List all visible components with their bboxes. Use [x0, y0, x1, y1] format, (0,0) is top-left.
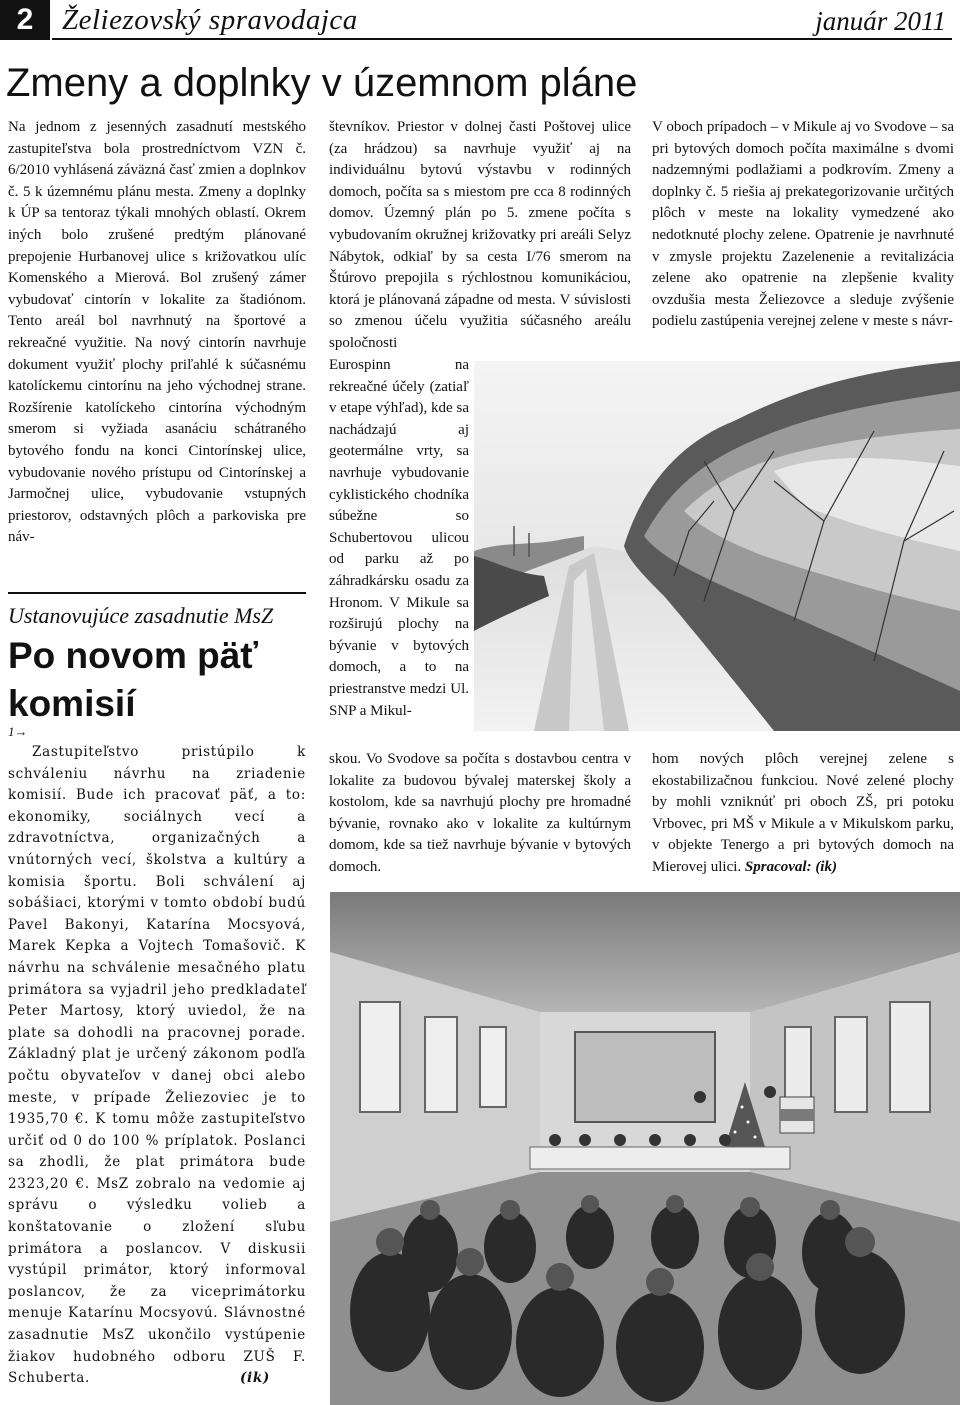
- article-column-3-top: V oboch prípadoch – v Mikule aj vo Svodove – sa pri bytových domoch počíta maximálne s dvomi nadzemnými podlažiami a podkrovím. Zmeny a doplnky č. 5 riešia aj prekategorizovanie určitých plôch v meste na lokality vymedzené ako nedotknuté plochy zelene. Opatrenie je navrhnuté v zmysle projektu Zazelenenie a revitalizácia zelene ako opatrenie na zlepšenie kvality ovzdušia mesta Želiezovce a sleduje zvýšenie podielu zastúpenia verejnej zelene v meste s návr-: [652, 119, 954, 330]
- article-byline: Spracoval: (ik): [744, 858, 837, 875]
- article-column-2-top: števníkov. Priestor v dolnej časti Poštovej ulice (za hrádzou) sa navrhuje využiť aj na individuálnu bytovú výstavbu v rodinných domoch, počíta sa s miestom pre cca 8 rodinných domov. Územný plán po 5. zmene počíta s vybudovaním okružnej križovatky pri areáli Selyz Nábytok, odkiaľ by sa cesta I/76 smerom na Štúrovo prepojila s rýchlostnou komunikáciou, ktorá je plánovaná západne od mesta. V súvislosti so zmenou účelu využitia súčasného areálu spoločnosti: [329, 119, 631, 351]
- article-column-1: Na jednom z jesenných zasadnutí mestského zastupiteľstva bola prostredníctvom VZN č. 6/2010 vyhlásená záväzná časť zmien a doplnkov č. 5 k územnému plánu mesta. Zmeny a doplnky k ÚP sa tentoraz týkali mnohých oblastí. Okrem iných bolo zrušené predtým plánované prepojenie Hurbanovej ulice s križovatkou ulíc Komenského a Mierová. Bol zrušený zámer vybudovať cintorín v lokalite za štadiónom. Tento areál bol navrhnutý na športové a rekreačné využitie. Na nový cintorín navrhuje dokument využiť plochy priľahlé k súčasnému katolíckemu cintorínu na jeho východnej strane. Rozšírenie katolíckeho cintorína východným smerom si vyžiada asanáciu schátraného bytového fondu na konci Cintorínskej ulice, vybudovanie nového prístupu od Cintorínskej a Jarmočnej ulice, vybudovanie vstupných priestorov, odstavných plôch a parkoviska pre náv-: [8, 119, 306, 546]
- article-2-body: [8, 742, 306, 1390]
- issue-date: január 2011: [815, 6, 946, 36]
- masthead: [0, 0, 960, 42]
- winter-road-photo: [474, 361, 960, 731]
- article-2-text: Zastupiteľstvo pristúpilo k schváleniu návrhu na zriadenie komisií. Bude ich pracovať päť, a to: ekonomiky, sociálnych vecí a zdravotníctva, organizačných a vnútorných vecí, školstva a kultúry a komisia športu. Boli schválení aj sobášiaci, ktorými v tomto období budú Pavel Bakonyi, Katarína Mocsyová, Marek Kepka a Vojtech Tomašovič. K návrhu na schválenie mesačného platu primátora sa vyjadril jeho predkladateľ Peter Martosy, ktorý uviedol, že na plate sa dohodli na pracovnej porade. Základný plat je určený zákonom podľa počtu obyvateľov v danej obci alebo meste, v prípade Želiezoviec je to 1935,70 €. K tomu môže zastupiteľstvo určiť od 0 do 100 % príplatok. Poslanci sa zhodli, že plat primátora bude 2323,20 €. MsZ zobralo na vedomie aj správu o výsledku volieb a konštatovanie o zložení sľubu primátora a poslancov. V diskusii vystúpil primátor, ktorý informoval poslancov, že za viceprimátorku menuje Katarínu Mocsyovú. Slávnostné zasadnutie MsZ ukončilo vystúpenie žiakov hudobného odboru ZUŠ F. Schuberta.: [8, 744, 306, 1387]
- article-headline: Zmeny a doplnky v územnom pláne: [6, 61, 638, 105]
- continued-marker: 1→: [8, 724, 28, 739]
- article-column-3-bottom: [652, 749, 954, 879]
- newspaper-title: Želiezovský spravodajca: [62, 4, 358, 36]
- winter-road-image: [474, 361, 960, 731]
- council-meeting-photo: [330, 892, 960, 1405]
- masthead-rule: [52, 38, 952, 40]
- page-number: 2: [0, 0, 50, 40]
- article-kicker: Ustanovujúce zasadnutie MsZ: [8, 603, 274, 628]
- article-column-3-text: hom nových plôch verejnej zelene s ekostabilizačnou funkciou. Nové zelené plochy by mohli vzniknúť pri oboch ZŠ, pri potoku Vrbovec, pri MŠ v Mikule a v Mikulskom parku, v objekte Tenergo a pri bytových domoch na Mierovej ulici.: [652, 751, 954, 875]
- council-meeting-image: [330, 892, 960, 1405]
- article-2-headline: Po novom päť komisií: [8, 635, 259, 724]
- article-2-byline: (ik): [239, 1370, 270, 1387]
- article-column-2-bottom: skou. Vo Svodove sa počíta s dostavbou centra v lokalite za budovou bývalej materskej školy a kostolom, kde sa navrhujú plochy pre hromadné bývanie, rovnako ako v lokalite za kultúrnym domom, kde sa tiež navrhuje bývanie v bytových domoch.: [329, 751, 631, 875]
- section-divider: [8, 592, 306, 594]
- article-column-2-narrow: Eurospinn na rekreačné účely (zatiaľ v etape výhľad), kde sa nachádzajú aj geotermálne vrty, sa navrhuje vybudovanie cyklistického chodníka súbežne so Schubertovou ulicou od parku až po záhradkársku osadu za Hronom. V Mikule sa rozširujú plochy na bývanie v bytových domoch, a to na priestranstve medzi Ul. SNP a Mikul-: [329, 357, 469, 719]
